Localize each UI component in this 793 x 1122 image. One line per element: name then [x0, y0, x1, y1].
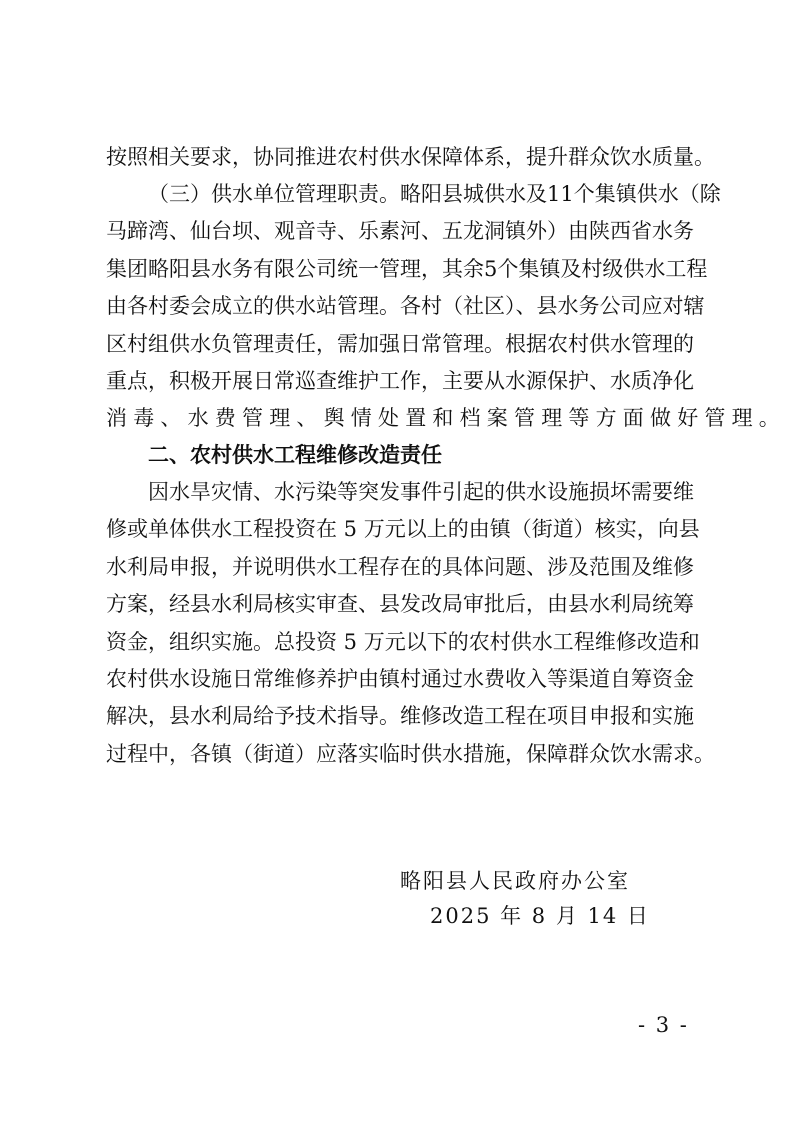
text-line: 过程中，各镇（街道）应落实临时供水措施，保障群众饮水需求。 [106, 741, 715, 766]
text-line: 方案，经县水利局核实审查、县发改局审批后，由县水利局统筹 [106, 592, 694, 617]
section-heading: 二、农村供水工程维修改造责任 [148, 443, 442, 467]
text-line: （三）供水单位管理职责。略阳县城供水及11个集镇供水（除 [148, 182, 721, 206]
text-line: 由各村委会成立的供水站管理。各村（社区）、县水务公司应对辖 [106, 294, 705, 319]
text-line: 水利局申报，并说明供水工程存在的具体问题、涉及范围及维修 [106, 554, 694, 579]
text-line: 马蹄湾、仙台坝、观音寺、乐素河、五龙洞镇外）由陕西省水务 [106, 219, 694, 244]
signature-issuer: 略阳县人民政府办公室 [400, 869, 630, 893]
signature-date: 2025 年 8 月 14 日 [430, 904, 650, 928]
text-line: 消毒、水费管理、舆情处置和档案管理等方面做好管理。 [106, 406, 786, 431]
text-line: 修或单体供水工程投资在 5 万元以上的由镇（街道）核实，向县 [106, 517, 700, 542]
text-line: 区村组供水负管理责任，需加强日常管理。根据农村供水管理的 [106, 331, 694, 356]
text-line: 解决，县水利局给予技术指导。维修改造工程在项目申报和实施 [106, 704, 694, 729]
text-line: 农村供水设施日常维修养护由镇村通过水费收入等渠道自筹资金 [106, 667, 694, 691]
page-number: - 3 - [638, 1013, 689, 1037]
text-line: 按照相关要求，协同推进农村供水保障体系，提升群众饮水质量。 [106, 145, 715, 169]
text-line: 资金，组织实施。总投资 5 万元以下的农村供水工程维修改造和 [106, 629, 700, 654]
text-line: 重点，积极开展日常巡查维护工作，主要从水源保护、水质净化 [106, 369, 694, 393]
text-line: 集团略阳县水务有限公司统一管理，其余5个集镇及村级供水工程 [106, 256, 708, 281]
text-line: 因水旱灾情、水污染等突发事件引起的供水设施损坏需要维 [148, 480, 694, 504]
